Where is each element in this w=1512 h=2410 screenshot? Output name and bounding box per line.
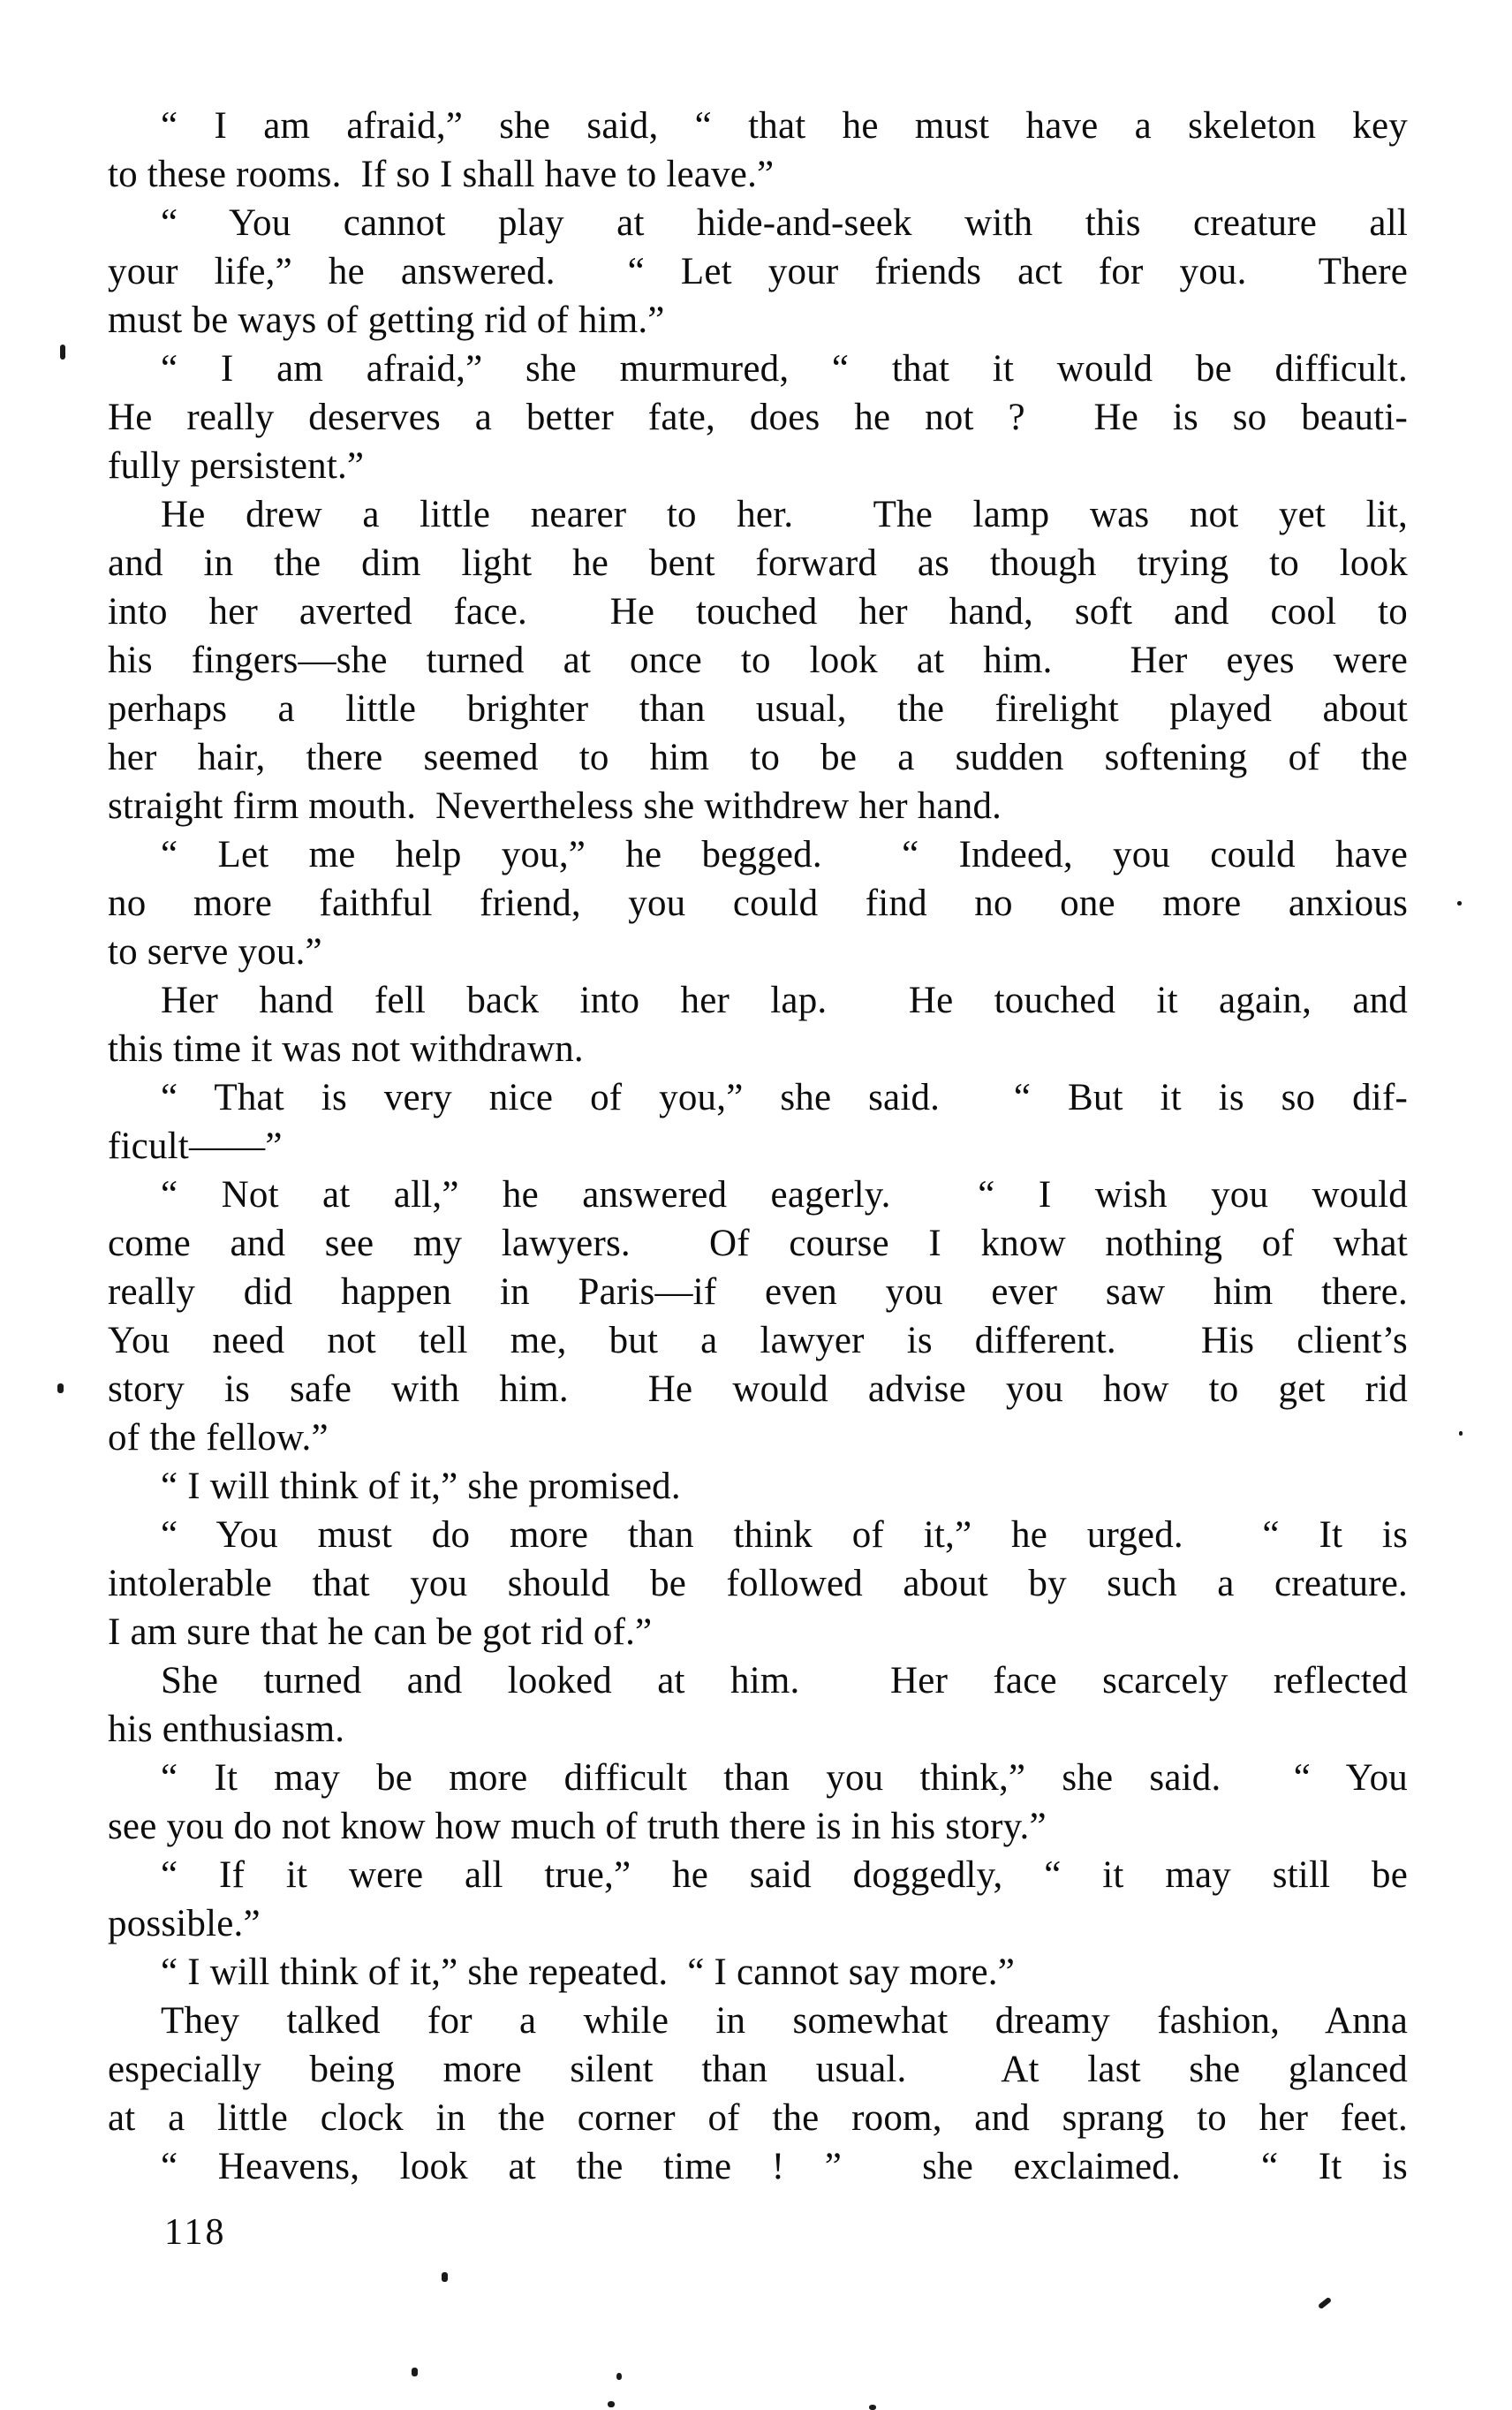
text-line: “ You must do more than think of it,” he urged. “ It is bbox=[161, 1514, 1408, 1556]
paragraph bbox=[108, 1754, 1408, 1851]
page-number: 118 bbox=[164, 2212, 227, 2253]
text-line: into her averted face. He touched her hand, soft and cool to bbox=[108, 591, 1408, 633]
text-line: “ Let me help you,” he begged. “ Indeed, you could have bbox=[161, 834, 1408, 875]
text-line: “ You cannot play at hide-and-seek with this creature all bbox=[161, 202, 1408, 244]
paragraph bbox=[108, 830, 1408, 976]
text-line: especially being more silent than usual. At last she glanced bbox=[108, 2049, 1408, 2090]
paragraph bbox=[108, 1656, 1408, 1754]
text-line: intolerable that you should be followed about by such a creature. bbox=[108, 1563, 1408, 1604]
text-line: “ That is very nice of you,” she said. “ But it is so dif- bbox=[161, 1077, 1408, 1118]
scan-speck bbox=[1318, 2297, 1332, 2310]
text-line: He drew a little nearer to her. The lamp was not yet lit, bbox=[161, 494, 1408, 535]
text-line: see you do not know how much of truth there is in his story.” bbox=[108, 1806, 1047, 1847]
paragraph bbox=[108, 2142, 1408, 2191]
paragraph bbox=[108, 1462, 1408, 1511]
text-line: “ I will think of it,” she promised. bbox=[161, 1466, 681, 1507]
text-line: “ Heavens, look at the time ! ” she exclaimed. “ It is bbox=[161, 2146, 1408, 2187]
text-line: his enthusiasm. bbox=[108, 1709, 345, 1750]
text-line: to these rooms. If so I shall have to leave.” bbox=[108, 154, 775, 195]
paragraph bbox=[108, 345, 1408, 490]
text-line: possible.” bbox=[108, 1903, 261, 1944]
text-line: Her hand fell back into her lap. He touched it again, and bbox=[161, 980, 1408, 1021]
scan-speck bbox=[616, 2373, 622, 2380]
text-line: I am sure that he can be got rid of.” bbox=[108, 1611, 653, 1653]
text-line: straight firm mouth. Nevertheless she withdrew her hand. bbox=[108, 785, 1002, 827]
text-line: “ I will think of it,” she repeated. “ I cannot say more.” bbox=[161, 1951, 1015, 1993]
text-line: his fingers—she turned at once to look at him. Her eyes were bbox=[108, 640, 1408, 681]
text-line: this time it was not withdrawn. bbox=[108, 1028, 584, 1070]
paragraph bbox=[108, 1171, 1408, 1462]
paragraph bbox=[108, 199, 1408, 345]
paragraph bbox=[108, 1073, 1408, 1171]
text-line: your life,” he answered. “ Let your friends act for you. There bbox=[108, 251, 1408, 292]
text-line: “ Not at all,” he answered eagerly. “ I wish you would bbox=[161, 1174, 1408, 1216]
page-text bbox=[108, 102, 1408, 2191]
text-line: come and see my lawyers. Of course I know nothing of what bbox=[108, 1223, 1408, 1264]
text-line: story is safe with him. He would advise you how to get rid bbox=[108, 1368, 1408, 1410]
text-line: really did happen in Paris—if even you ever saw him there. bbox=[108, 1271, 1408, 1313]
scan-speck bbox=[1457, 901, 1462, 906]
text-line: “ If it were all true,” he said doggedly, “ it may still be bbox=[161, 1854, 1408, 1896]
paragraph bbox=[108, 1511, 1408, 1656]
scan-speck bbox=[412, 2368, 418, 2376]
text-line: ficult——” bbox=[108, 1125, 283, 1167]
text-line: of the fellow.” bbox=[108, 1417, 329, 1459]
text-line: to serve you.” bbox=[108, 931, 322, 973]
text-line: fully persistent.” bbox=[108, 445, 365, 487]
text-line: perhaps a little brighter than usual, the firelight played about bbox=[108, 688, 1408, 730]
paragraph bbox=[108, 490, 1408, 830]
text-line: “ It may be more difficult than you think,” she said. “ You bbox=[161, 1757, 1408, 1799]
paragraph bbox=[108, 1948, 1408, 1997]
text-line: She turned and looked at him. Her face scarcely reflected bbox=[161, 1660, 1408, 1701]
text-line: They talked for a while in somewhat dreamy fashion, Anna bbox=[161, 2000, 1408, 2042]
scan-speck bbox=[608, 2401, 615, 2407]
text-line: and in the dim light he bent forward as though trying to look bbox=[108, 542, 1408, 584]
text-line: her hair, there seemed to him to be a sudden softening of the bbox=[108, 737, 1408, 778]
text-line: “ I am afraid,” she said, “ that he must have a skeleton key bbox=[161, 105, 1408, 147]
scan-speck bbox=[869, 2405, 876, 2410]
text-line: You need not tell me, but a lawyer is different. His client’s bbox=[108, 1320, 1408, 1361]
scan-speck bbox=[442, 2272, 448, 2282]
text-line: He really deserves a better fate, does he not ? He is so beauti- bbox=[108, 397, 1408, 438]
scan-speck bbox=[57, 1383, 64, 1393]
paragraph bbox=[108, 1851, 1408, 1948]
text-line: “ I am afraid,” she murmured, “ that it would be difficult. bbox=[161, 348, 1408, 390]
text-line: must be ways of getting rid of him.” bbox=[108, 299, 665, 341]
paragraph bbox=[108, 102, 1408, 199]
scan-speck bbox=[1459, 1431, 1463, 1436]
scan-speck bbox=[60, 345, 65, 360]
text-line: at a little clock in the corner of the room, and sprang to her feet. bbox=[108, 2097, 1408, 2139]
paragraph bbox=[108, 1997, 1408, 2142]
paragraph bbox=[108, 976, 1408, 1073]
text-line: no more faithful friend, you could find no one more anxious bbox=[108, 883, 1408, 924]
